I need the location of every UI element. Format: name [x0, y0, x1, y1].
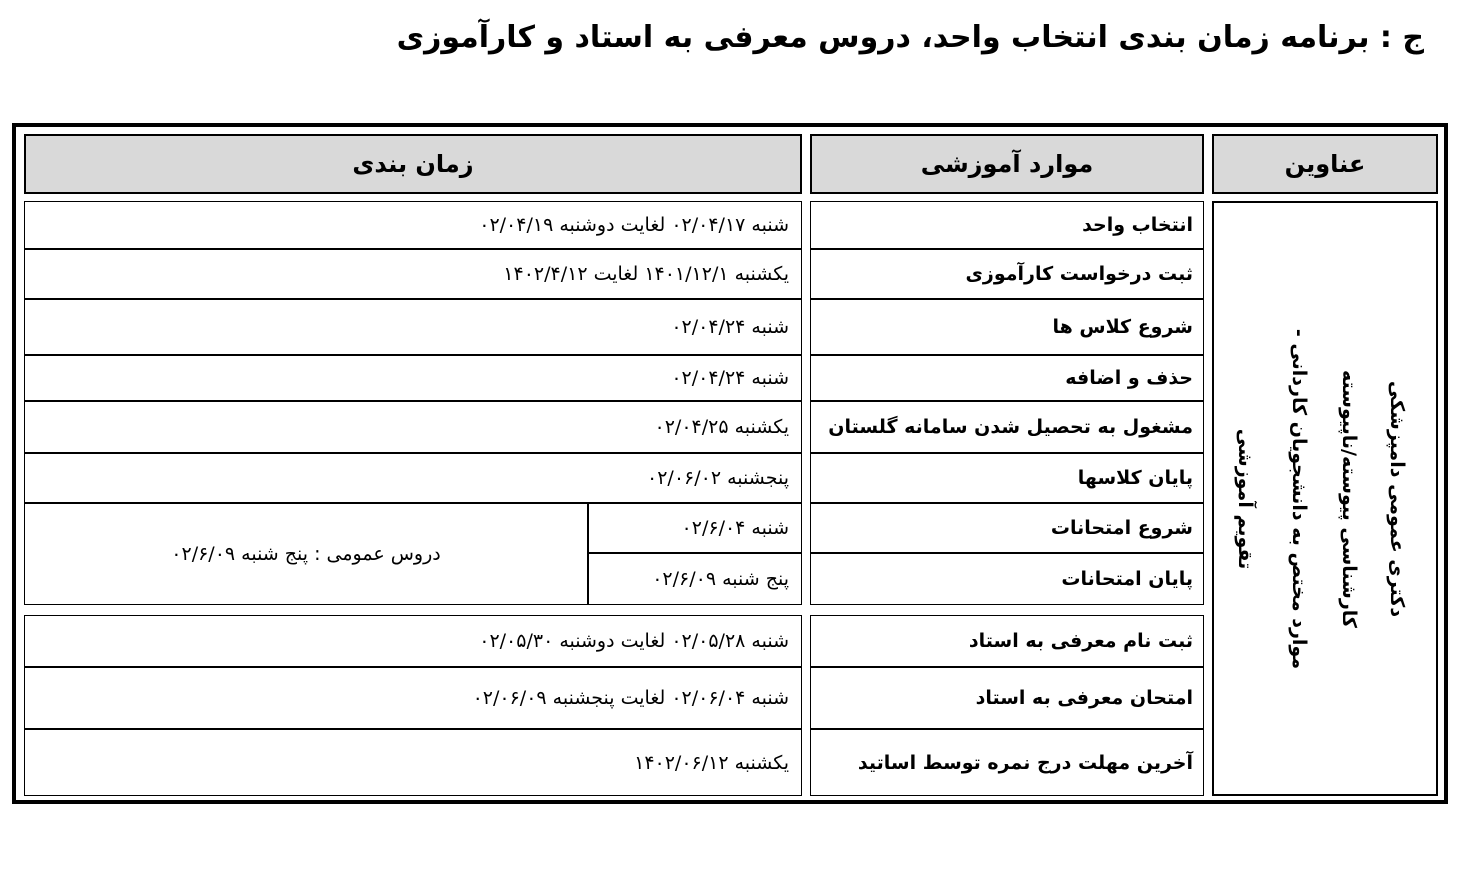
header-schedule: زمان بندی: [24, 134, 802, 194]
schedule-table: [12, 123, 1448, 804]
page-title: ج : برنامه زمان بندی انتخاب واحد، دروس معرفی به استاد و کارآموزی: [396, 20, 1424, 55]
general-exams-cell: دروس عمومی : پنج شنبه ۰۲/۶/۰۹: [24, 503, 588, 605]
item-cell: انتخاب واحد: [810, 201, 1204, 249]
item-cell: پایان امتحانات: [810, 553, 1204, 605]
item-cell: ثبت درخواست کارآموزی: [810, 249, 1204, 299]
header-titles: عناوین: [1212, 134, 1438, 194]
item-cell: آخرین مهلت درج نمره توسط اساتید: [810, 729, 1204, 796]
item-cell: حذف و اضافه: [810, 355, 1204, 401]
item-cell: ثبت نام معرفی به استاد: [810, 615, 1204, 667]
date-cell: پنجشنبه ۰۲/۰۶/۰۲: [24, 453, 802, 503]
side-line-3: کارشناسی پیوسته/ناپیوسته: [1338, 369, 1360, 628]
item-cell: شروع کلاس ها: [810, 299, 1204, 355]
date-cell: شنبه ۰۲/۰۵/۲۸ لغایت دوشنبه ۰۲/۰۵/۳۰: [24, 615, 802, 667]
date-cell: یکشنبه ۰۲/۰۴/۲۵: [24, 401, 802, 453]
side-category-cell: [1212, 201, 1438, 796]
date-cell: شنبه ۰۲/۰۴/۱۷ لغایت دوشنبه ۰۲/۰۴/۱۹: [24, 201, 802, 249]
item-cell: پایان کلاسها: [810, 453, 1204, 503]
side-line-1: تقویم آموزشی: [1234, 428, 1256, 569]
date-cell: شنبه ۰۲/۰۴/۲۴: [24, 299, 802, 355]
item-cell: امتحان معرفی به استاد: [810, 667, 1204, 729]
date-cell: شنبه ۰۲/۰۶/۰۴ لغایت پنجشنبه ۰۲/۰۶/۰۹: [24, 667, 802, 729]
date-cell: شنبه ۰۲/۰۴/۲۴: [24, 355, 802, 401]
date-cell: یکشنبه ۱۴۰۱/۱۲/۱ لغایت ۱۴۰۲/۴/۱۲: [24, 249, 802, 299]
item-cell: شروع امتحانات: [810, 503, 1204, 553]
header-items: موارد آموزشی: [810, 134, 1204, 194]
date-cell: شنبه ۰۲/۶/۰۴: [588, 503, 802, 553]
side-line-2: موارد مختص به دانشجویان کاردانی -: [1288, 328, 1310, 669]
side-line-4: دکتری عمومی دامپزشکی: [1386, 380, 1408, 617]
date-cell: پنج شنبه ۰۲/۶/۰۹: [588, 553, 802, 605]
item-cell: مشغول به تحصیل شدن سامانه گلستان: [810, 401, 1204, 453]
date-cell: یکشنبه ۱۴۰۲/۰۶/۱۲: [24, 729, 802, 796]
